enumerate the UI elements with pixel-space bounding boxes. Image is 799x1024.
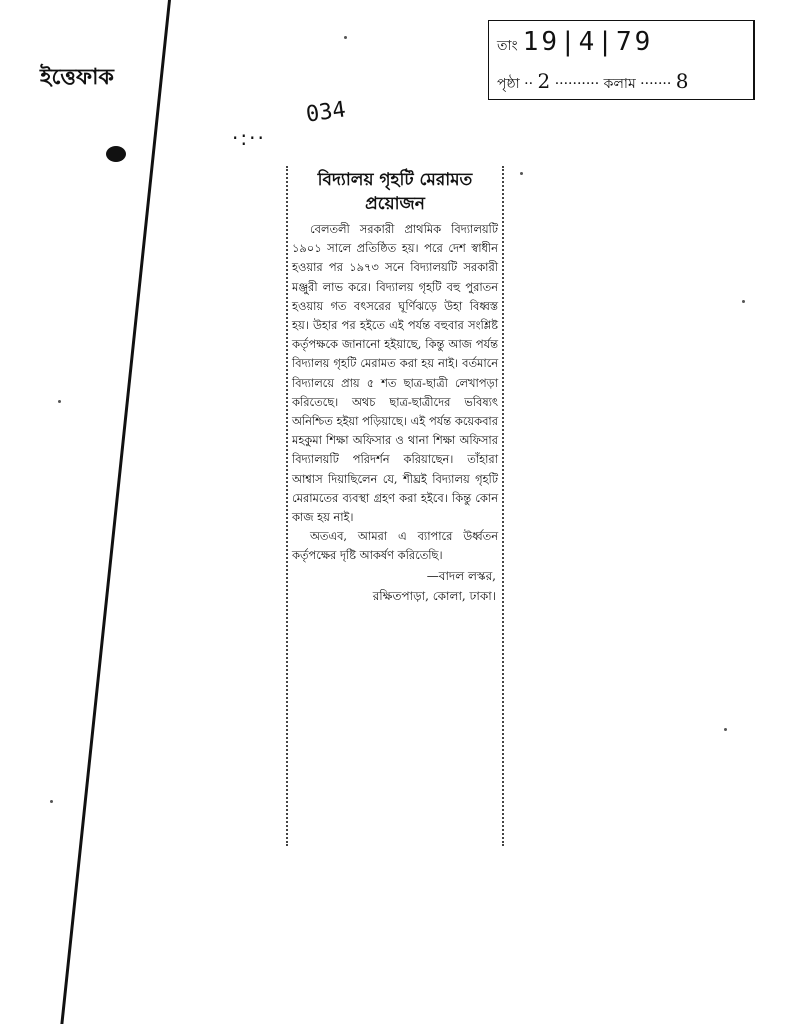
ref-column-label: কলাম bbox=[603, 76, 636, 92]
ref-date-label: তাং bbox=[497, 38, 518, 54]
address: রক্ষিতপাড়া, কোলা, ঢাকা। bbox=[372, 588, 496, 603]
speck bbox=[50, 800, 53, 803]
speck bbox=[724, 728, 727, 731]
file-number: 034 bbox=[304, 97, 348, 128]
title-line-2: প্রয়োজন bbox=[365, 194, 425, 214]
article-body bbox=[288, 220, 502, 566]
newspaper-clipping bbox=[286, 166, 504, 846]
speck bbox=[742, 300, 745, 303]
paragraph-1: বেলতলী সরকারী প্রাথমিক বিদ্যালয়টি ১৯০১ সালে প্রতিষ্ঠিত হয়। পরে দেশ স্বাধীন হওয়ার পর ১৯৭৩ সনে বিদ্যালয়টি সরকারী মঞ্জুরী লাভ করে। বিদ্যালয় গৃহটি বহু পুরাতন হওয়ায় গত বৎসরের ঘূর্ণিঝড়ে উহা বিধ্বস্ত হয়। উহার পর হইতে এই পর্যন্ত বহুবার সংশ্লিষ্ট কর্তৃপক্ষকে জানানো হইয়াছে, কিন্তু আজ পর্যন্ত বিদ্যালয় গৃহটি মেরামত করা হয় নাই। বর্তমানে বিদ্যালয়ে প্রায় ৫ শত ছাত্র-ছাত্রী লেখাপড়া করিতেছে। অথচ ছাত্র-ছাত্রীদের ভবিষ্যৎ অনিশ্চিত হইয়া পড়িয়াছে। এই পর্যন্ত কয়েকবার মহকুমা শিক্ষা অফিসার ও থানা শিক্ষা অফিসার বিদ্যালয়টি পরিদর্শন করিয়াছেন। তাঁহারা আশ্বাস দিয়াছিলেন যে, শীঘ্রই বিদ্যালয় গৃহটি মেরামতের ব্যবস্থা গ্রহণ করা হইবে। কিন্তু কোন কাজ হয় নাই। bbox=[292, 222, 498, 525]
signature: —বাদল লস্কর, bbox=[426, 568, 496, 583]
ref-page-label: পৃষ্ঠা bbox=[497, 76, 520, 92]
title-line-1: বিদ্যালয় গৃহটি মেরামত bbox=[317, 170, 473, 190]
ink-dots: ·:·· bbox=[232, 126, 266, 150]
ref-column-value: 8 bbox=[675, 69, 689, 93]
ref-date-value: 19|4|79 bbox=[522, 27, 654, 57]
speck bbox=[344, 36, 347, 39]
ref-page-row: পৃষ্ঠা ·· 2 ·········· কলাম ······· 8 bbox=[497, 69, 689, 93]
speck bbox=[58, 400, 61, 403]
reference-stamp bbox=[488, 20, 755, 100]
paragraph-2: অতএব, আমরা এ ব্যাপারে উর্ধ্বতন কর্তৃপক্ষের দৃষ্টি আকর্ষণ করিতেছি। bbox=[292, 529, 498, 563]
ref-page-value: 2 bbox=[537, 69, 551, 93]
newspaper-name: ইত্তেফাক bbox=[40, 65, 114, 90]
speck bbox=[520, 172, 523, 175]
ref-date-row bbox=[497, 27, 653, 58]
article-title bbox=[288, 168, 502, 216]
punch-hole bbox=[106, 146, 126, 162]
